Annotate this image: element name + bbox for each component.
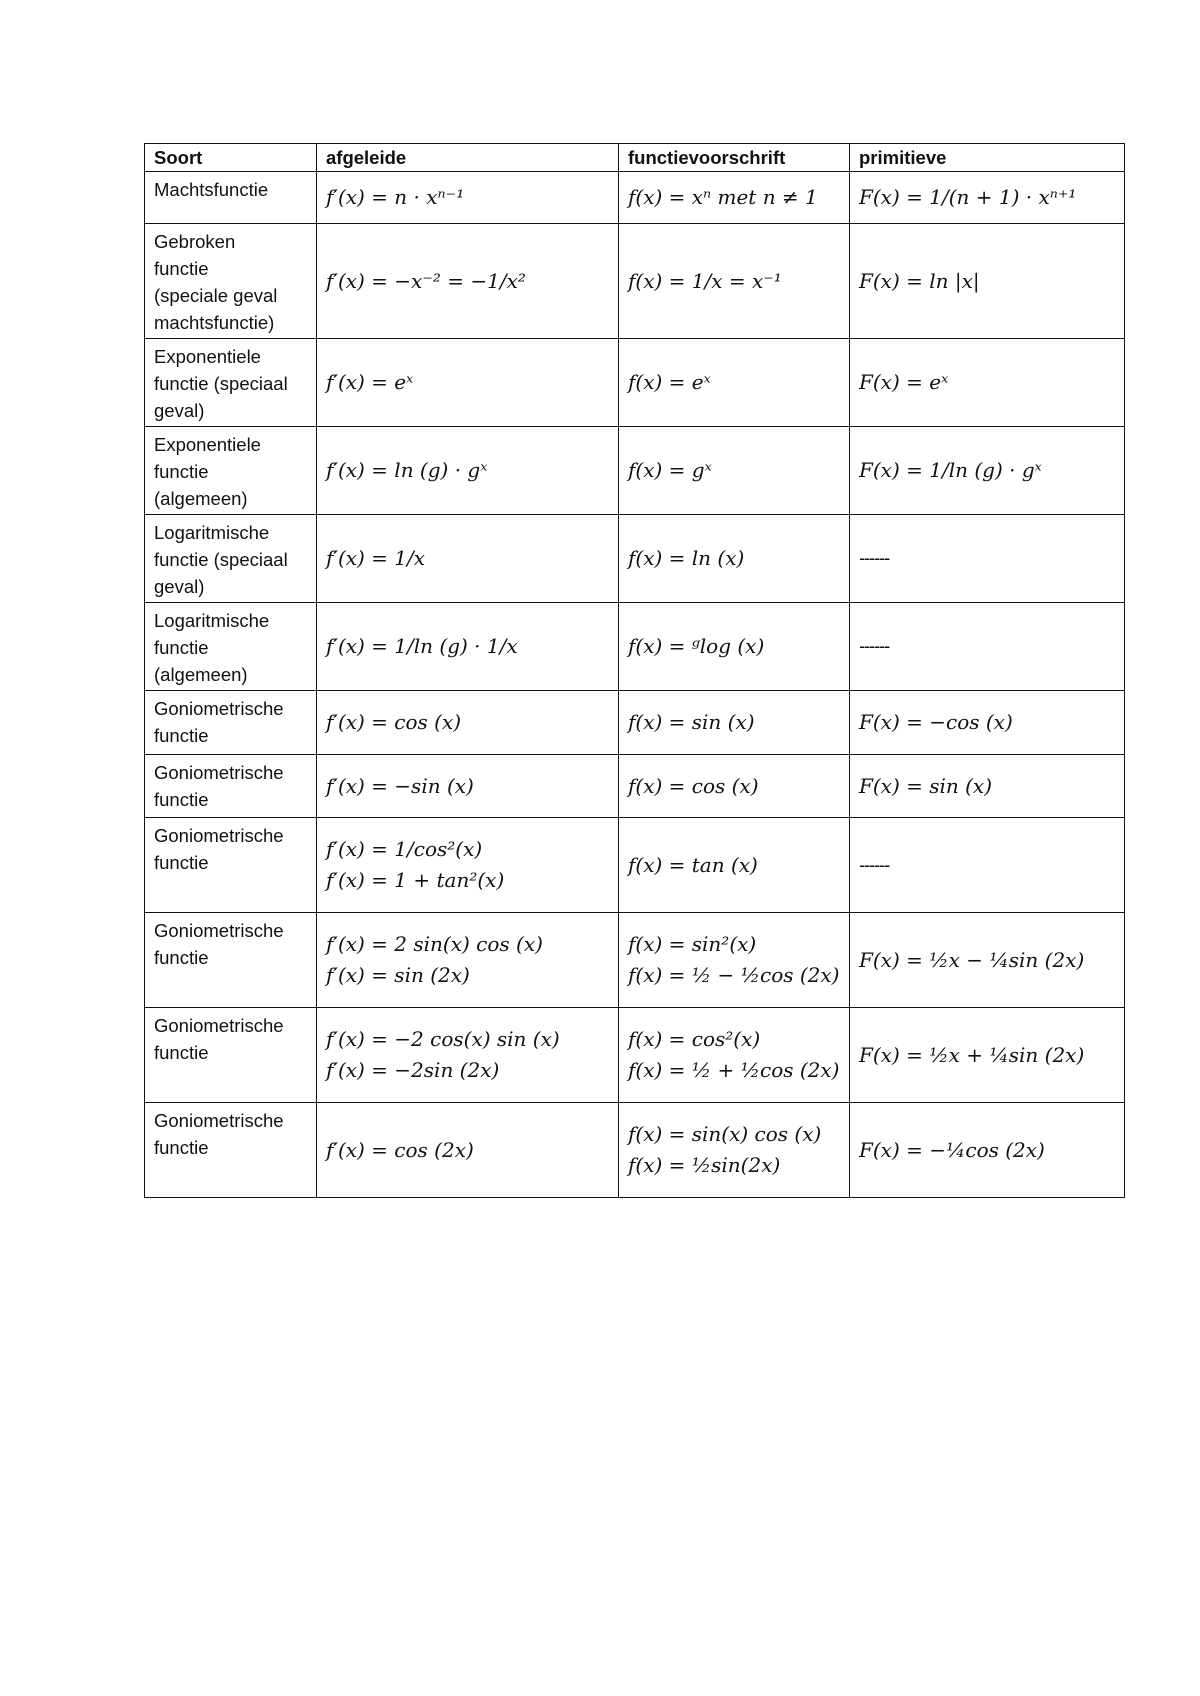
formula-primitieve: ------ (859, 854, 889, 875)
table-row (145, 1008, 1125, 1103)
formula-afgeleide: f′(x) = −x⁻² = −1/x² (326, 268, 526, 293)
cell-primitieve (850, 224, 1125, 339)
formula-functie: f(x) = cos²(x) f(x) = ½ + ½cos (2x) (628, 1027, 840, 1082)
cell-primitieve (850, 818, 1125, 913)
formula-afgeleide: f′(x) = cos (2x) (326, 1137, 474, 1162)
soort-label: Logaritmische functie (algemeen) (154, 610, 270, 685)
cell-soort (145, 224, 317, 339)
header-functievoorschrift: functievoorschrift (619, 144, 850, 172)
formula-afgeleide: f′(x) = n · xⁿ⁻¹ (326, 185, 465, 209)
soort-label: Goniometrische functie (154, 825, 284, 873)
cell-afgeleide (317, 1008, 619, 1103)
cell-soort (145, 172, 317, 224)
formula-functie: f(x) = gˣ (628, 458, 712, 482)
cell-soort (145, 515, 317, 603)
cell-soort (145, 1103, 317, 1198)
table-row (145, 818, 1125, 913)
formula-afgeleide: f′(x) = 2 sin(x) cos (x) f′(x) = sin (2x) (326, 932, 543, 987)
table-row (145, 755, 1125, 818)
formula-afgeleide: f′(x) = cos (x) (326, 710, 462, 734)
cell-afgeleide (317, 691, 619, 755)
cell-soort (145, 603, 317, 691)
formula-table (144, 143, 1125, 1198)
header-afgeleide: afgeleide (317, 144, 619, 172)
table-row (145, 427, 1125, 515)
formula-primitieve: ------ (859, 636, 889, 656)
table-row (145, 691, 1125, 755)
formula-functie: f(x) = sin²(x) f(x) = ½ − ½cos (2x) (628, 932, 840, 987)
soort-label: Gebroken functie (speciale geval machtsfunctie) (154, 231, 278, 333)
cell-primitieve (850, 427, 1125, 515)
cell-soort (145, 818, 317, 913)
table-row (145, 1103, 1125, 1198)
cell-afgeleide (317, 515, 619, 603)
cell-afgeleide (317, 172, 619, 224)
cell-afgeleide (317, 427, 619, 515)
formula-primitieve: F(x) = ln |x| (859, 268, 980, 293)
cell-soort (145, 339, 317, 427)
table-row (145, 339, 1125, 427)
cell-primitieve (850, 691, 1125, 755)
cell-primitieve (850, 913, 1125, 1008)
soort-label: Goniometrische functie (154, 1110, 284, 1158)
cell-functie (619, 427, 850, 515)
formula-primitieve: F(x) = 1/(n + 1) · xⁿ⁺¹ (859, 185, 1077, 209)
formula-afgeleide: f′(x) = ln (g) · gˣ (326, 458, 488, 482)
cell-primitieve (850, 1103, 1125, 1198)
formula-functie: f(x) = 1/x = x⁻¹ (628, 268, 782, 293)
cell-primitieve (850, 603, 1125, 691)
formula-afgeleide: f′(x) = −sin (x) (326, 773, 474, 798)
formula-primitieve: F(x) = ½x + ¼sin (2x) (859, 1042, 1085, 1067)
cell-soort (145, 691, 317, 755)
formula-primitieve: F(x) = −cos (x) (859, 710, 1013, 734)
soort-label: Exponentiele functie (algemeen) (154, 434, 261, 509)
table-row (145, 515, 1125, 603)
formula-functie: f(x) = ln (x) (628, 546, 745, 570)
formula-primitieve: F(x) = eˣ (859, 370, 949, 394)
header-soort: Soort (145, 144, 317, 172)
soort-label: Machtsfunctie (154, 179, 269, 200)
formula-afgeleide: f′(x) = 1/ln (g) · 1/x (326, 634, 518, 658)
formula-primitieve: F(x) = sin (x) (859, 773, 993, 798)
formula-functie: f(x) = xⁿ met n ≠ 1 (628, 185, 818, 209)
cell-afgeleide (317, 818, 619, 913)
cell-afgeleide (317, 603, 619, 691)
table-row (145, 913, 1125, 1008)
cell-soort (145, 913, 317, 1008)
cell-functie (619, 172, 850, 224)
cell-primitieve (850, 339, 1125, 427)
cell-soort (145, 1008, 317, 1103)
formula-afgeleide: f′(x) = 1/x (326, 546, 426, 570)
formula-functie: f(x) = cos (x) (628, 773, 759, 798)
soort-label: Logaritmische functie (speciaal geval) (154, 522, 288, 597)
cell-afgeleide (317, 1103, 619, 1198)
cell-functie (619, 515, 850, 603)
table-row (145, 224, 1125, 339)
soort-label: Exponentiele functie (speciaal geval) (154, 346, 288, 421)
soort-label: Goniometrische functie (154, 698, 284, 746)
cell-functie (619, 818, 850, 913)
formula-afgeleide: f′(x) = 1/cos²(x) f′(x) = 1 + tan²(x) (326, 837, 505, 892)
cell-afgeleide (317, 755, 619, 818)
cell-afgeleide (317, 913, 619, 1008)
cell-soort (145, 755, 317, 818)
cell-primitieve (850, 172, 1125, 224)
soort-label: Goniometrische functie (154, 1015, 284, 1063)
formula-primitieve: ------ (859, 548, 889, 568)
header-row (145, 144, 1125, 172)
formula-primitieve: F(x) = ½x − ¼sin (2x) (859, 947, 1085, 972)
formula-primitieve: F(x) = −¼cos (2x) (859, 1137, 1045, 1162)
formula-functie: f(x) = tan (x) (628, 852, 758, 877)
formula-afgeleide: f′(x) = −2 cos(x) sin (x) f′(x) = −2sin (2x) (326, 1027, 560, 1082)
table-row (145, 172, 1125, 224)
cell-functie (619, 913, 850, 1008)
cell-afgeleide (317, 224, 619, 339)
table-row (145, 603, 1125, 691)
cell-primitieve (850, 755, 1125, 818)
formula-primitieve: F(x) = 1/ln (g) · gˣ (859, 458, 1042, 482)
cell-primitieve (850, 1008, 1125, 1103)
cell-functie (619, 691, 850, 755)
cell-functie (619, 603, 850, 691)
formula-functie: f(x) = ᵍlog (x) (628, 634, 765, 658)
formula-afgeleide: f′(x) = eˣ (326, 370, 414, 394)
formula-functie: f(x) = sin(x) cos (x) f(x) = ½sin(2x) (628, 1122, 822, 1177)
cell-functie (619, 224, 850, 339)
cell-primitieve (850, 515, 1125, 603)
formula-functie: f(x) = eˣ (628, 370, 711, 394)
soort-label: Goniometrische functie (154, 762, 284, 810)
cell-afgeleide (317, 339, 619, 427)
cell-functie (619, 755, 850, 818)
cell-functie (619, 1008, 850, 1103)
cell-soort (145, 427, 317, 515)
cell-functie (619, 339, 850, 427)
cell-functie (619, 1103, 850, 1198)
header-primitieve: primitieve (850, 144, 1125, 172)
soort-label: Goniometrische functie (154, 920, 284, 968)
formula-functie: f(x) = sin (x) (628, 710, 755, 734)
